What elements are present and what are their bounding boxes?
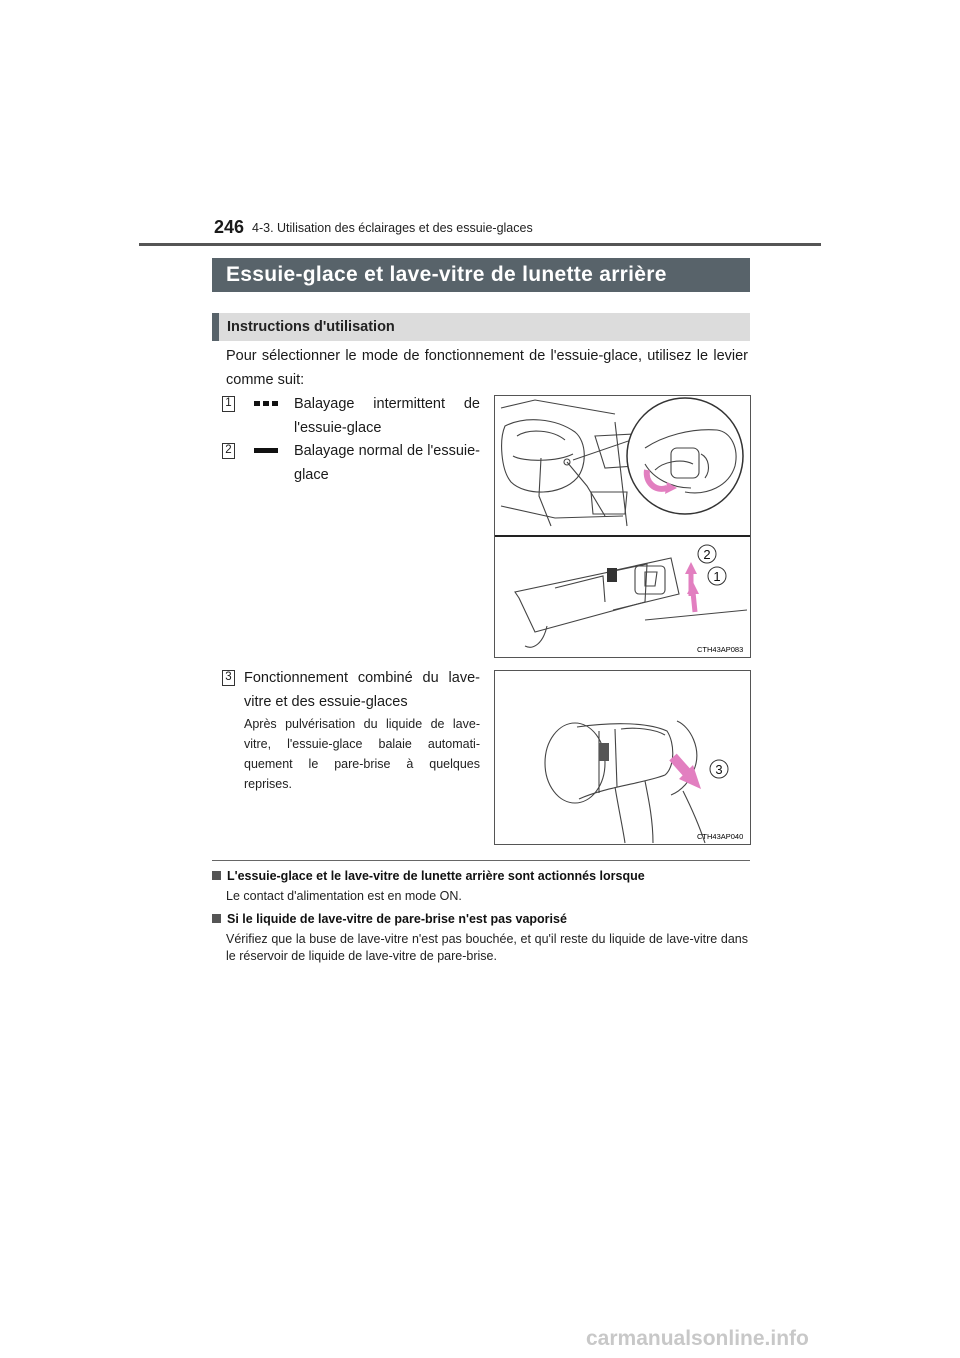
header-rule — [139, 243, 821, 246]
callout-3: 3 — [715, 762, 723, 777]
item-number-2: 2 — [222, 443, 235, 459]
callout-1: 1 — [713, 569, 721, 584]
solid-bar-icon — [254, 447, 278, 455]
item-text-2: Balayage normal de l'essuie-glace — [294, 443, 480, 483]
callout-2: 2 — [703, 547, 711, 562]
note-heading-2 — [212, 912, 750, 926]
dashed-bar-icon — [254, 400, 278, 408]
note-heading-1 — [212, 869, 750, 883]
square-bullet-icon — [212, 871, 221, 880]
notes-rule — [212, 860, 750, 861]
running-header: 4-3. Utilisation des éclairages et des essuie-glaces — [252, 221, 533, 235]
item-number-3: 3 — [222, 670, 235, 686]
note-body-1: Le contact d'alimentation est en mode ON. — [226, 889, 462, 903]
section-title: Essuie-glace et lave-vitre de lunette arrière — [212, 258, 750, 292]
square-bullet-icon — [212, 914, 221, 923]
item-note-3: Après pulvérisation du liquide de lave-vitre, l'essuie-glace balaie automati-quement le pare-brise à quelques reprises. — [244, 717, 480, 791]
subsection-title: Instructions d'utilisation — [212, 313, 750, 341]
note-title-1: L'essuie-glace et le lave-vitre de lunette arrière sont actionnés lorsque — [227, 869, 645, 883]
note-title-2: Si le liquide de lave-vitre de pare-brise n'est pas vaporisé — [227, 912, 567, 926]
figure-code-2: CTH43AP040 — [697, 832, 744, 841]
lever-illustration — [495, 396, 750, 657]
item-number-1: 1 — [222, 396, 235, 412]
figure-lever-operation — [494, 395, 751, 658]
page-number: 246 — [214, 217, 245, 237]
item-text-1: Balayage intermittent de l'essuie-glace — [294, 396, 480, 436]
item-text-3: Fonctionnement combiné du lave-vitre et des essuie-glaces — [244, 670, 480, 710]
watermark: carmanualsonline.info — [586, 1327, 809, 1350]
washer-illustration — [495, 671, 750, 844]
intro-paragraph: Pour sélectionner le mode de fonctionnement de l'essuie-glace, utilisez le levier comme suit: — [226, 348, 748, 388]
figure-washer-operation — [494, 670, 751, 845]
figure-code-1: CTH43AP083 — [697, 645, 744, 654]
note-body-2: Vérifiez que la buse de lave-vitre n'est pas bouchée, et qu'il reste du liquide de lave-vitre dans le réservoir de liquide de lave-vitre de pare-brise. — [226, 932, 748, 963]
